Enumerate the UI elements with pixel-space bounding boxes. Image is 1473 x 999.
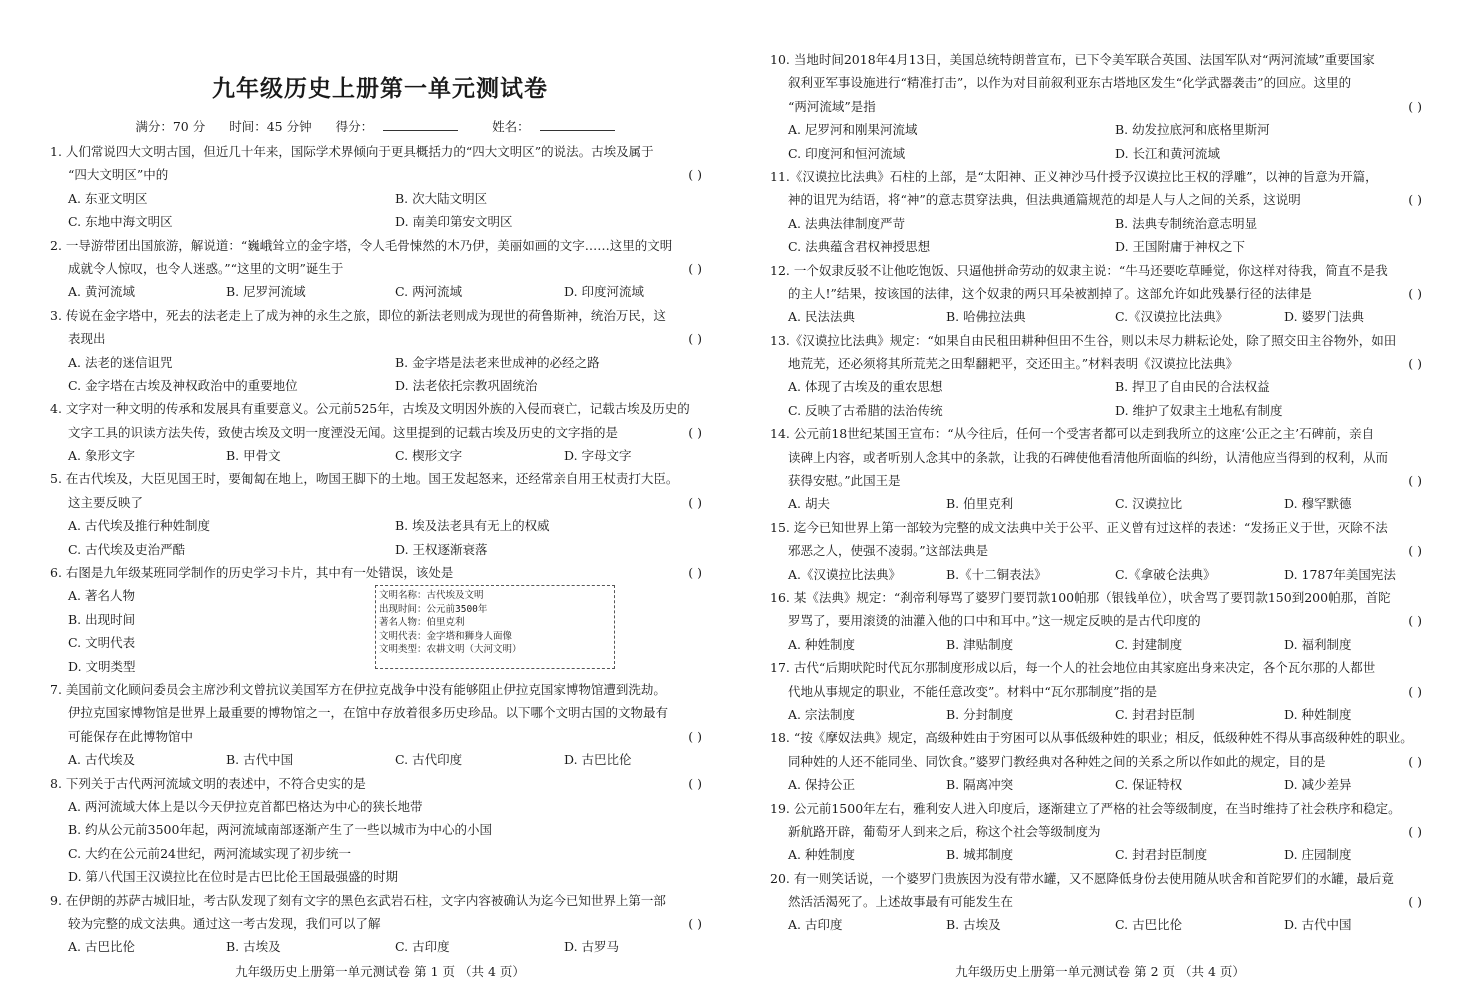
question-text <box>770 680 1430 703</box>
score-field <box>336 119 469 134</box>
question <box>50 772 710 889</box>
answer-option[interactable]: C. 封君封臣制度 <box>1115 847 1208 863</box>
answer-parentheses[interactable]: ( ) <box>1408 543 1422 559</box>
answer-option[interactable]: C.《拿破仑法典》 <box>1115 566 1216 582</box>
question-line: 罗骂了，要用滚烫的油灌入他的口中和耳中。”这一规定反映的是古代印度的 <box>788 613 1201 629</box>
question <box>50 140 710 234</box>
option-row <box>50 818 710 841</box>
answer-parentheses[interactable]: ( ) <box>688 565 702 581</box>
question-stem <box>50 678 710 701</box>
question-line: 2. 一导游带团出国旅游，解说道：“巍峨耸立的金字塔，令人毛骨悚然的木乃伊，美丽如画的文字……这里的文明 <box>50 237 673 253</box>
card-line: 著名人物：伯里克利 <box>379 617 465 628</box>
question-stem <box>50 140 710 163</box>
answer-option[interactable]: B. 甲骨文 <box>226 448 281 464</box>
question-stem <box>770 165 1430 188</box>
answer-option[interactable]: B. 古埃及 <box>226 939 281 955</box>
answer-parentheses[interactable]: ( ) <box>1408 613 1422 629</box>
answer-option[interactable]: D. 古代中国 <box>1284 917 1352 933</box>
question-stem <box>50 772 710 795</box>
answer-option[interactable]: B. 埃及法老具有无上的权威 <box>395 518 550 534</box>
option-row <box>770 843 1430 866</box>
question-line: 可能保存在此博物馆中 <box>68 728 194 744</box>
question <box>50 397 710 467</box>
option-row <box>50 280 710 303</box>
score-label: 得分： <box>335 119 374 134</box>
question-line: 14. 公元前18世纪某国王宣布：“从今往后，任何一个受害者都可以走到我所立的这座‘公正之主’石碑前，亲自 <box>770 426 1375 442</box>
question-line: “四大文明区”中的 <box>68 167 169 183</box>
option-row <box>770 375 1430 398</box>
question-text <box>770 188 1430 211</box>
question-text <box>50 257 710 280</box>
option-row <box>50 514 710 537</box>
question-line: 12. 一个奴隶反驳不让他吃饱饭、只逼他拼命劳动的奴隶主说：“牛马还要吃草睡觉，你这样对待我，简直不是我 <box>770 262 1388 278</box>
answer-parentheses[interactable]: ( ) <box>1408 192 1422 208</box>
page-1 <box>50 0 710 999</box>
answer-option[interactable]: A. 古印度 <box>788 917 843 933</box>
answer-option[interactable]: C. 保证特权 <box>1115 777 1183 793</box>
option-row <box>770 305 1430 328</box>
answer-option[interactable]: D. 王权逐渐衰落 <box>395 541 488 557</box>
answer-option[interactable]: D. 字母文字 <box>564 448 632 464</box>
question-text <box>770 820 1430 843</box>
question-text <box>50 163 710 186</box>
question-line: 伊拉克国家博物馆是世界上最重要的博物馆之一，在馆中存放着很多历史珍品。以下哪个文明古国的文物最有 <box>68 705 669 721</box>
question-line: 13.《汉谟拉比法典》规定：“如果自由民租田耕种但田不生谷，则以未尽力耕耘论处，除了照交田主谷物外，如田 <box>770 332 1397 348</box>
option-row <box>770 212 1430 235</box>
answer-option[interactable]: C. 古代埃及吏治严酷 <box>68 541 186 557</box>
question <box>770 586 1430 656</box>
option-row <box>50 374 710 397</box>
answer-option[interactable]: D. 古罗马 <box>564 939 620 955</box>
question-line: “两河流域”是指 <box>788 98 876 114</box>
question-text <box>770 609 1430 632</box>
question <box>50 234 710 304</box>
question-line: 9. 在伊朗的苏萨古城旧址，考古队发现了刻有文字的黑色玄武岩石柱，文字内容被确认为迄今已知世界上第一部 <box>50 892 666 908</box>
question-line: 表现出 <box>68 331 106 347</box>
question-line: 较为完整的成文法典。通过这一考古发现，我们可以了解 <box>68 915 381 931</box>
question-line: 3. 传说在金字塔中，死去的法老走上了成为神的永生之旅，即位的新法老则成为现世的荷鲁斯神，统治万民，这 <box>50 307 666 323</box>
option-row <box>770 118 1430 141</box>
card-line: 文明名称：古代埃及文明 <box>379 590 484 601</box>
answer-option[interactable]: B. 隔离冲突 <box>946 777 1014 793</box>
question-stem <box>770 422 1430 445</box>
option-row <box>770 492 1430 515</box>
answer-option[interactable]: D. 庄园制度 <box>1284 847 1352 863</box>
answer-option[interactable]: B. 津贴制度 <box>946 636 1014 652</box>
question <box>50 304 710 398</box>
question <box>770 259 1430 329</box>
answer-option[interactable]: D. 第八代国王汉谟拉比在位时是古巴比伦王国最强盛的时期 <box>68 869 399 885</box>
question-text <box>770 352 1430 375</box>
question-line: 5. 在古代埃及，大臣见国王时，要匍匐在地上，吻国王脚下的土地。国王发起怒来，还经常亲自用王杖责打大臣。 <box>50 471 679 487</box>
answer-option[interactable]: B. 分封制度 <box>946 706 1014 722</box>
question-line: 17. 古代“后期吠陀时代瓦尔那制度形成以后，每一个人的社会地位由其家庭出身来决定，各个瓦尔那的人都世 <box>770 660 1376 676</box>
answer-option[interactable]: C. 封建制度 <box>1115 636 1183 652</box>
option-row <box>50 210 710 233</box>
answer-option[interactable]: A. 东亚文明区 <box>68 190 148 206</box>
question-stem <box>50 889 710 912</box>
answer-option[interactable]: B. 法典专制统治意志明显 <box>1115 215 1258 231</box>
question-line: 7. 美国前文化顾问委员会主席沙利文曾抗议美国军方在伊拉克战争中没有能够阻止伊拉克国家博物馆遭到洗劫。 <box>50 681 666 697</box>
answer-parentheses[interactable]: ( ) <box>1408 356 1422 372</box>
question <box>770 422 1430 516</box>
answer-option[interactable]: C. 东地中海文明区 <box>68 214 173 230</box>
answer-option[interactable]: D. 法老依托宗教巩固统治 <box>395 377 538 393</box>
question-text <box>770 71 1430 94</box>
question-stem <box>770 656 1430 679</box>
answer-option[interactable]: C. 古印度 <box>395 939 450 955</box>
answer-option[interactable]: A. 体现了古埃及的重农思想 <box>788 379 943 395</box>
question-stem <box>770 867 1430 890</box>
answer-parentheses[interactable]: ( ) <box>1408 753 1422 769</box>
option-row <box>50 795 710 818</box>
question-line: 11.《汉谟拉比法典》石柱的上部，是“太阳神、正义神沙马什授予汉谟拉比王权的浮雕”，以神的旨意为开篇， <box>770 168 1378 184</box>
question-line: 地荒芜，还必须将其所荒芜之田犁翻耙平，交还田主。”材料表明《汉谟拉比法典》 <box>788 356 1239 372</box>
answer-parentheses[interactable]: ( ) <box>688 167 702 183</box>
option-row <box>770 235 1430 258</box>
answer-option[interactable]: D. 印度河流域 <box>564 284 645 300</box>
answer-option[interactable]: A. 种姓制度 <box>788 847 855 863</box>
question-line: 同种姓的人还不能同坐、同饮食。”婆罗门教经典对各种姓之间的关系之所以作如此的规定，目的是 <box>788 753 1326 769</box>
answer-option[interactable]: B. 城邦制度 <box>946 847 1014 863</box>
answer-option[interactable]: A. 古巴比伦 <box>68 939 135 955</box>
question-text <box>770 446 1430 469</box>
answer-option[interactable]: D. 王国附庸于神权之下 <box>1115 239 1246 255</box>
question-list-right <box>770 48 1430 937</box>
question-text <box>50 327 710 350</box>
answer-option[interactable]: C. 法典蕴含君权神授思想 <box>788 239 931 255</box>
option-row <box>770 913 1430 936</box>
option-row <box>50 748 710 771</box>
question-line: 这主要反映了 <box>68 494 144 510</box>
question-text <box>50 421 710 444</box>
answer-option[interactable]: A. 古代埃及推行种姓制度 <box>68 518 210 534</box>
name-blank[interactable] <box>540 120 615 131</box>
answer-option[interactable]: C.《汉谟拉比法典》 <box>1115 309 1229 325</box>
answer-parentheses[interactable]: ( ) <box>1408 98 1422 114</box>
answer-option[interactable]: B. 幼发拉底河和底格里斯河 <box>1115 122 1270 138</box>
question <box>770 329 1430 423</box>
question-stem <box>50 304 710 327</box>
answer-option[interactable]: A. 宗法制度 <box>788 706 855 722</box>
answer-option[interactable]: A. 两河流域大体上是以今天伊拉克首都巴格达为中心的狭长地带 <box>68 798 423 814</box>
answer-option[interactable]: B. 古代中国 <box>226 752 294 768</box>
answer-option[interactable]: D. 南美印第安文明区 <box>395 214 513 230</box>
question-stem <box>770 586 1430 609</box>
question-stem <box>770 329 1430 352</box>
question-line: 8. 下列关于古代两河流域文明的表述中，不符合史实的是 <box>50 775 366 791</box>
question-line: 代地从事规定的职业，不能任意改变”。材料中“瓦尔那制度”指的是 <box>788 683 1158 699</box>
question <box>770 656 1430 726</box>
question-line: 邪恶之人，使强不凌弱。”这部法典是 <box>788 543 989 559</box>
option-row <box>50 935 710 958</box>
question-stem <box>770 726 1430 749</box>
page-footer: 九年级历史上册第一单元测试卷 第 2 页 （共 4 页） <box>955 964 1245 979</box>
answer-option[interactable]: D. 穆罕默德 <box>1284 496 1352 512</box>
answer-option[interactable]: C. 两河流域 <box>395 284 463 300</box>
answer-parentheses[interactable]: ( ) <box>688 494 702 510</box>
question-text <box>770 282 1430 305</box>
question-stem <box>770 48 1430 71</box>
question-line: 叙利亚军事设施进行“精准打击”，以作为对目前叙利亚东古塔地区发生“化学武器袭击”的回应。这里的 <box>788 75 1352 91</box>
option-row <box>770 142 1430 165</box>
answer-parentheses[interactable]: ( ) <box>688 260 702 276</box>
answer-parentheses[interactable]: ( ) <box>1408 823 1422 839</box>
answer-option[interactable]: D. 减少差异 <box>1284 777 1352 793</box>
question-line: 神的诅咒为结语，将“神”的意志贯穿法典，但法典通篇规范的却是人与人之间的关系，这说明 <box>788 192 1301 208</box>
answer-option[interactable]: C. 楔形文字 <box>395 448 463 464</box>
question-text <box>770 890 1430 913</box>
question-stem <box>770 516 1430 539</box>
answer-option[interactable]: B. 哈佛拉法典 <box>946 309 1026 325</box>
answer-parentheses[interactable]: ( ) <box>1408 894 1422 910</box>
question <box>770 165 1430 259</box>
question-line: 1. 人们常说四大文明古国，但近几十年来，国际学术界倾向于更具概括力的“四大文明区”的说法。古埃及属于 <box>50 144 654 159</box>
history-card <box>375 585 615 669</box>
answer-option[interactable]: A.《汉谟拉比法典》 <box>788 566 902 582</box>
answer-parentheses[interactable]: ( ) <box>1408 473 1422 489</box>
answer-option[interactable]: A. 种姓制度 <box>788 636 855 652</box>
answer-option[interactable]: D. 维护了奴隶主土地私有制度 <box>1115 402 1283 418</box>
answer-option[interactable]: D. 古巴比伦 <box>564 752 632 768</box>
option-row <box>770 703 1430 726</box>
answer-option[interactable]: C. 印度河和恒河流域 <box>788 145 906 161</box>
answer-option[interactable]: B. 古埃及 <box>946 917 1001 933</box>
answer-parentheses[interactable]: ( ) <box>688 424 702 440</box>
answer-option[interactable]: A. 民法法典 <box>788 309 855 325</box>
answer-option[interactable]: B.《十二铜表法》 <box>946 566 1047 582</box>
question <box>50 889 710 959</box>
question-line: 读碑上内容，或者听别人念其中的条款，让我的石碑使他看清他所面临的纠纷，认清他应当得到的权利，从而 <box>788 449 1389 465</box>
answer-option[interactable]: C. 封君封臣制 <box>1115 706 1195 722</box>
answer-option[interactable]: D. 文明类型 <box>68 658 136 674</box>
answer-parentheses[interactable]: ( ) <box>688 915 702 931</box>
card-line: 出现时间：公元前3500年 <box>379 603 488 615</box>
answer-option[interactable]: C. 文明代表 <box>68 635 136 651</box>
question-line: 4. 文字对一种文明的传承和发展具有重要意义。公元前525年，古埃及文明因外族的入侵而衰亡，记载古埃及历史的 <box>50 401 690 417</box>
name-label: 姓名： <box>492 119 530 134</box>
exam-time: 时间：45 分钟 <box>229 119 312 134</box>
question-text <box>770 95 1430 118</box>
full-score: 满分：70 分 <box>135 119 206 134</box>
answer-option[interactable]: B. 出现时间 <box>68 611 136 627</box>
answer-option[interactable]: A. 古代埃及 <box>68 752 135 768</box>
answer-parentheses[interactable]: ( ) <box>688 331 702 347</box>
question-stem <box>50 561 710 584</box>
card-line: 文明代表：金字塔和狮身人面像 <box>379 630 513 642</box>
page-footer: 九年级历史上册第一单元测试卷 第 1 页 （共 4 页） <box>235 964 525 979</box>
answer-option[interactable]: D. 婆罗门法典 <box>1284 309 1365 325</box>
question-line: 然活活渴死了。上述故事最有可能发生在 <box>788 894 1014 910</box>
option-row <box>770 773 1430 796</box>
answer-option[interactable]: A. 黄河流域 <box>68 284 135 300</box>
question-text <box>770 750 1430 773</box>
answer-option[interactable]: B. 金字塔是法老来世成神的必经之路 <box>395 354 600 370</box>
question-line: 新航路开辟，葡萄牙人到来之后，称这个社会等级制度为 <box>788 823 1101 839</box>
answer-option[interactable]: D. 1787年美国宪法 <box>1284 566 1396 582</box>
answer-option[interactable]: D. 长江和黄河流域 <box>1115 145 1221 161</box>
answer-option[interactable]: C. 大约在公元前24世纪，两河流域实现了初步统一 <box>68 845 351 861</box>
question <box>50 678 710 772</box>
option-row <box>50 351 710 374</box>
question <box>770 726 1430 796</box>
question-stem <box>50 234 710 257</box>
answer-option[interactable]: C. 金字塔在古埃及神权政治中的重要地位 <box>68 377 298 393</box>
answer-option[interactable]: A. 著名人物 <box>68 588 135 604</box>
question-line: 10. 当地时间2018年4月13日，美国总统特朗普宣布，已下令美军联合英国、法国军队对“两河流域”重要国家 <box>770 52 1375 67</box>
question-list-left <box>50 140 710 959</box>
question-line: 15. 迄今已知世界上第一部较为完整的成文法典中关于公平、正义曾有过这样的表述：“发扬正义于世，灭除不法 <box>770 519 1388 535</box>
question-line: 成就令人惊叹，也令人迷惑。”“这里的文明”诞生于 <box>68 260 344 276</box>
question-line: 6. 右图是九年级某班同学制作的历史学习卡片，其中有一处错误，该处是 <box>50 565 454 581</box>
option-row <box>50 444 710 467</box>
card-line: 文明类型：农耕文明（大河文明） <box>379 644 522 655</box>
question-stem <box>770 797 1430 820</box>
question-stem <box>50 467 710 490</box>
question-line: 的主人!”结果，按该国的法律，这个奴隶的两只耳朵被割掉了。这部允许如此残暴行径的法律是 <box>788 285 1312 301</box>
question-text <box>50 701 710 724</box>
answer-option[interactable]: D. 福利制度 <box>1284 636 1352 652</box>
answer-parentheses[interactable]: ( ) <box>688 775 702 791</box>
exam-title: 九年级历史上册第一单元测试卷 <box>212 75 548 102</box>
answer-parentheses[interactable]: ( ) <box>688 728 702 744</box>
question-line: 获得安慰。”此国王是 <box>788 473 901 489</box>
answer-option[interactable]: C. 古代印度 <box>395 752 463 768</box>
question-text <box>50 491 710 514</box>
question-stem <box>50 397 710 420</box>
question <box>770 867 1430 937</box>
question <box>770 516 1430 586</box>
answer-option[interactable]: A. 胡夫 <box>788 496 830 512</box>
option-row <box>770 633 1430 656</box>
answer-option[interactable]: B. 次大陆文明区 <box>395 190 488 206</box>
question <box>50 467 710 561</box>
question-text <box>770 539 1430 562</box>
question-text <box>770 469 1430 492</box>
question-stem <box>770 259 1430 282</box>
option-row <box>50 842 710 865</box>
question-text <box>50 912 710 935</box>
score-blank[interactable] <box>383 120 458 131</box>
answer-option[interactable]: B. 伯里克利 <box>946 496 1014 512</box>
option-row <box>770 563 1430 586</box>
answer-option[interactable]: A. 法老的迷信诅咒 <box>68 354 173 370</box>
answer-parentheses[interactable]: ( ) <box>1408 683 1422 699</box>
question-text <box>50 725 710 748</box>
question-line: 18. “按《摩奴法典》规定，高级种姓由于穷困可以从事低级种姓的职业；相反，低级种姓不得从事高级种姓的职业。 <box>770 730 1413 746</box>
question-line: 16. 某《法典》规定：“刹帝利辱骂了婆罗门要罚款100帕那（银钱单位），吠舍骂了要罚款150到200帕那，首陀 <box>770 589 1391 605</box>
exam-meta <box>50 117 710 135</box>
answer-option[interactable]: A. 法典法律制度严苛 <box>788 215 905 231</box>
answer-option[interactable]: A. 尼罗河和刚果河流域 <box>788 122 918 138</box>
option-row <box>50 865 710 888</box>
answer-option[interactable]: A. 保持公正 <box>788 777 855 793</box>
question-line: 20. 有一则笑话说，一个婆罗门贵族因为没有带水罐，又不愿降低身份去使用随从吠舍和首陀罗们的水罐，最后竟 <box>770 870 1394 886</box>
question-line: 文字工具的识读方法失传，致使古埃及文明一度湮没无闻。这里提到的记载古埃及历史的文字指的是 <box>68 424 619 440</box>
answer-option[interactable]: B. 约从公元前3500年起，两河流域南部逐渐产生了一些以城市为中心的小国 <box>68 822 492 838</box>
question-line: 19. 公元前1500年左右，雅利安人进入印度后，逐渐建立了严格的社会等级制度，在当时维持了社会秩序和稳定。 <box>770 800 1401 816</box>
page-2 <box>770 0 1430 999</box>
question <box>770 797 1430 867</box>
answer-option[interactable]: C. 古巴比伦 <box>1115 917 1183 933</box>
answer-option[interactable]: B. 捍卫了自由民的合法权益 <box>1115 379 1270 395</box>
question <box>770 48 1430 165</box>
answer-option[interactable]: C. 反映了古希腊的法治传统 <box>788 402 943 418</box>
option-row <box>770 399 1430 422</box>
answer-option[interactable]: A. 象形文字 <box>68 448 135 464</box>
option-row <box>50 538 710 561</box>
answer-option[interactable]: B. 尼罗河流域 <box>226 284 306 300</box>
option-row <box>50 187 710 210</box>
answer-parentheses[interactable]: ( ) <box>1408 285 1422 301</box>
answer-option[interactable]: D. 种姓制度 <box>1284 706 1352 722</box>
answer-option[interactable]: C. 汉谟拉比 <box>1115 496 1183 512</box>
name-field <box>492 119 625 134</box>
